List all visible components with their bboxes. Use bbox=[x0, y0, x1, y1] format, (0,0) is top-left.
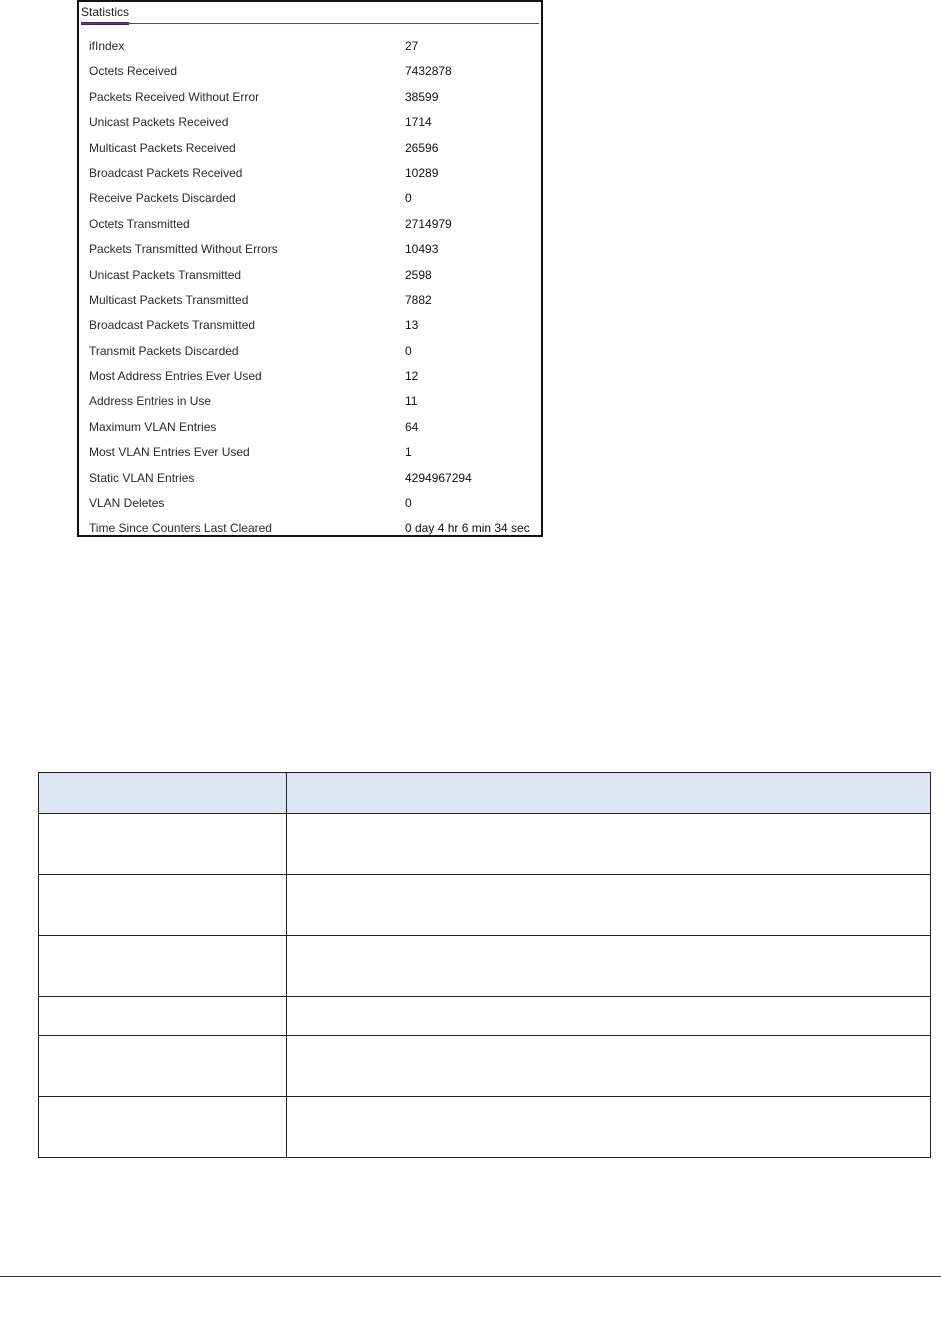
stat-value: 7882 bbox=[405, 292, 432, 307]
stat-label: Address Entries in Use bbox=[89, 394, 212, 409]
table-cell bbox=[39, 1097, 287, 1158]
stat-row bbox=[79, 468, 541, 493]
stat-row bbox=[79, 290, 541, 315]
stat-row bbox=[79, 112, 541, 137]
table-cell bbox=[287, 997, 931, 1036]
stat-label: Maximum VLAN Entries bbox=[89, 419, 217, 434]
table-header-row bbox=[39, 773, 931, 814]
table-cell bbox=[39, 875, 287, 936]
stat-label: Multicast Packets Received bbox=[89, 140, 236, 155]
stat-row bbox=[79, 163, 541, 188]
stat-row bbox=[79, 442, 541, 467]
stat-value: 38599 bbox=[405, 89, 439, 104]
stat-value: 4294967294 bbox=[405, 470, 472, 485]
stat-label: Broadcast Packets Received bbox=[89, 165, 243, 180]
table-cell bbox=[39, 814, 287, 875]
stat-row bbox=[79, 493, 541, 518]
stat-value: 26596 bbox=[405, 140, 439, 155]
table-cell bbox=[287, 1097, 931, 1158]
table-row bbox=[39, 1097, 931, 1158]
stat-value: 10289 bbox=[405, 165, 439, 180]
stat-label: ifIndex bbox=[89, 39, 125, 53]
table-row bbox=[39, 1036, 931, 1097]
table-cell bbox=[39, 997, 287, 1036]
stat-label: Transmit Packets Discarded bbox=[89, 343, 239, 358]
stat-value: 10493 bbox=[405, 242, 439, 257]
stat-row bbox=[79, 239, 541, 264]
stat-row bbox=[79, 518, 541, 543]
stat-row bbox=[79, 366, 541, 391]
table-header-cell bbox=[39, 773, 287, 814]
statistics-tab[interactable]: Statistics bbox=[81, 5, 130, 19]
table-row bbox=[39, 875, 931, 936]
statistics-panel bbox=[77, 0, 543, 537]
stat-label: Unicast Packets Transmitted bbox=[89, 267, 242, 282]
stat-value: 1714 bbox=[405, 115, 432, 130]
stat-value: 12 bbox=[405, 369, 419, 384]
table-cell bbox=[287, 1036, 931, 1097]
stat-value: 2714979 bbox=[405, 216, 452, 231]
stat-value: 1 bbox=[405, 445, 412, 460]
stat-value: 7432878 bbox=[405, 64, 452, 79]
stat-row bbox=[79, 265, 541, 290]
stat-row bbox=[79, 87, 541, 112]
stat-value: 13 bbox=[405, 318, 419, 333]
stat-row bbox=[79, 417, 541, 442]
stat-label: Broadcast Packets Transmitted bbox=[89, 318, 256, 333]
footer-rule bbox=[0, 1276, 941, 1277]
stat-label: Octets Transmitted bbox=[89, 216, 190, 231]
stat-value: 0 bbox=[405, 496, 412, 511]
stat-row bbox=[79, 61, 541, 86]
statistics-list bbox=[79, 36, 541, 544]
stat-row bbox=[79, 214, 541, 239]
stat-value: 64 bbox=[405, 419, 419, 434]
stat-label: Time Since Counters Last Cleared bbox=[89, 521, 272, 536]
table-cell bbox=[287, 936, 931, 997]
stat-label: Static VLAN Entries bbox=[89, 470, 195, 485]
stat-value: 0 bbox=[405, 343, 412, 358]
table-cell bbox=[39, 936, 287, 997]
table-header-cell bbox=[287, 773, 931, 814]
tab-divider bbox=[81, 23, 539, 24]
stat-label: Octets Received bbox=[89, 64, 178, 79]
table-cell bbox=[287, 875, 931, 936]
table-row bbox=[39, 814, 931, 875]
table-row bbox=[39, 997, 931, 1036]
stat-label: Receive Packets Discarded bbox=[89, 191, 236, 206]
table-cell bbox=[39, 1036, 287, 1097]
stat-label: Unicast Packets Received bbox=[89, 115, 229, 130]
table-cell bbox=[287, 814, 931, 875]
description-table bbox=[38, 772, 931, 1158]
stat-row bbox=[79, 138, 541, 163]
stat-label: Most VLAN Entries Ever Used bbox=[89, 445, 250, 460]
stat-label: Most Address Entries Ever Used bbox=[89, 369, 262, 384]
stat-value: 2598 bbox=[405, 267, 432, 282]
stat-label: VLAN Deletes bbox=[89, 496, 165, 511]
stat-row bbox=[79, 315, 541, 340]
stat-row bbox=[79, 391, 541, 416]
table-row bbox=[39, 936, 931, 997]
stat-label: Multicast Packets Transmitted bbox=[89, 292, 249, 307]
stat-label: Packets Received Without Error bbox=[89, 89, 260, 104]
stat-row bbox=[79, 188, 541, 213]
stat-value: 11 bbox=[405, 394, 418, 409]
stat-label: Packets Transmitted Without Errors bbox=[89, 242, 278, 257]
stat-row bbox=[79, 36, 541, 61]
stat-value: 0 bbox=[405, 191, 412, 206]
stat-row bbox=[79, 341, 541, 366]
stat-value: 27 bbox=[405, 39, 419, 53]
stat-value: 0 day 4 hr 6 min 34 sec bbox=[405, 521, 530, 536]
